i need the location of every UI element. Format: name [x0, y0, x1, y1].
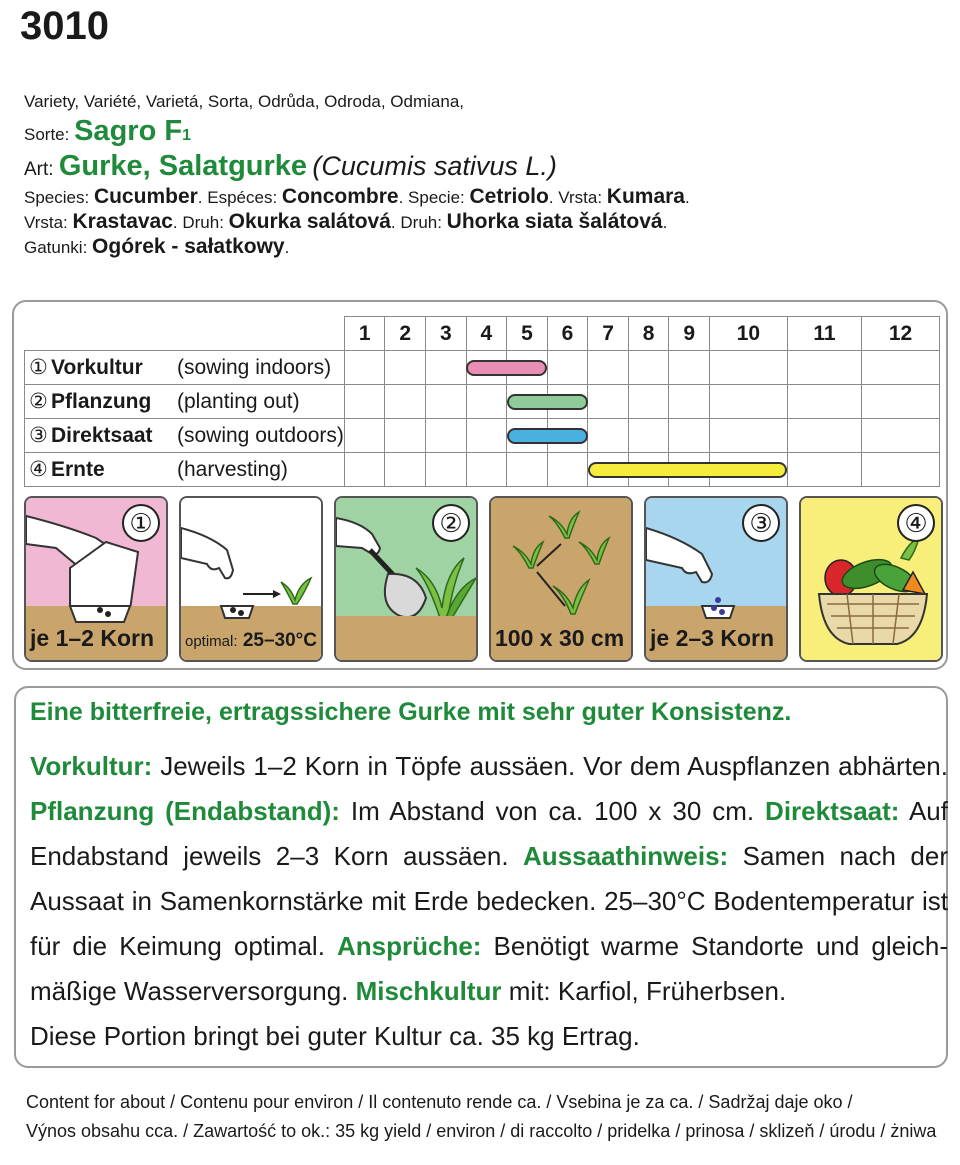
month-header: 5 — [507, 317, 548, 351]
species-language-label: Species: — [24, 187, 94, 207]
art-latin: (Cucumis sativus L.) — [312, 151, 557, 182]
sowing-calendar — [12, 300, 948, 670]
species-language-label: Druh: — [400, 213, 447, 233]
calendar-row — [25, 385, 940, 419]
sorte-label: Sorte: — [24, 125, 70, 145]
month-cell — [862, 351, 940, 385]
species-language-label: Vrsta: — [558, 187, 607, 207]
separator: . — [390, 213, 401, 233]
month-cell — [426, 385, 467, 419]
separator: . — [284, 238, 290, 258]
task-number: ① — [29, 356, 48, 379]
month-cell — [466, 453, 507, 487]
month-header: 3 — [426, 317, 467, 351]
step-number-badge: ④ — [897, 504, 935, 542]
pictogram-harvest — [799, 496, 943, 662]
step-number-badge: ③ — [742, 504, 780, 542]
species-name: Cetriolo — [469, 184, 549, 208]
species-name: Krastavac — [72, 210, 173, 234]
month-cell — [547, 385, 588, 419]
month-cell — [547, 419, 588, 453]
species-name: Kumara — [606, 184, 685, 208]
species-name: Okurka salátová — [228, 210, 391, 234]
month-cell — [628, 385, 669, 419]
species-language-label: Druh: — [182, 213, 229, 233]
pictogram-planting-out — [334, 496, 478, 662]
pictogram-caption: je 1–2 Korn — [30, 625, 154, 651]
month-cell — [426, 419, 467, 453]
variety-line: Variety, Variété, Varietá, Sorta, Odrůda, Odroda, Odmiana, — [24, 92, 465, 111]
task-note: (planting out) — [177, 390, 300, 413]
month-cell — [787, 419, 861, 453]
calendar-corner — [25, 317, 345, 351]
species-name: Uhorka siata šalátová — [446, 210, 663, 234]
month-cell — [669, 351, 710, 385]
keyword-pflanzung: Pflanzung (Endabstand): — [30, 796, 340, 826]
art-line — [24, 149, 944, 184]
pictogram-caption: 100 x 30 cm — [495, 625, 625, 651]
art-name: Gurke, Salatgurke — [58, 150, 308, 183]
footer-line-1: Content for about / Contenu pour environ / Il contenuto rende ca. / Vsebina je za ca. / Sadržaj daje oko / — [26, 1092, 853, 1112]
sorte-line — [24, 114, 944, 149]
month-cell — [862, 385, 940, 419]
month-header: 4 — [466, 317, 507, 351]
pictogram-spacing — [489, 496, 633, 662]
month-cell — [709, 453, 787, 487]
species-line — [24, 184, 944, 209]
pictogram-sowing-indoors — [24, 496, 168, 662]
species-name: Concombre — [281, 184, 399, 208]
month-cell — [547, 453, 588, 487]
task-label — [25, 453, 345, 487]
art-label: Art: — [24, 159, 54, 181]
separator: . — [548, 187, 559, 207]
species-language-label: Vrsta: — [24, 213, 73, 233]
pictogram-caption: je 2–3 Korn — [650, 625, 774, 651]
month-cell — [507, 385, 548, 419]
month-cell — [628, 351, 669, 385]
text-pflanzung: Im Abstand von ca. 100 x 30 cm. — [339, 796, 766, 826]
month-cell — [588, 419, 629, 453]
month-cell — [507, 453, 548, 487]
pictogram-row — [24, 496, 940, 664]
month-header: 8 — [628, 317, 669, 351]
task-note: (sowing indoors) — [177, 356, 332, 379]
month-cell — [507, 419, 548, 453]
text-direktsaat: Auf Endabstand jeweils 2–3 Korn aussäen. — [30, 796, 948, 871]
description-card — [14, 686, 948, 1068]
month-cell — [709, 385, 787, 419]
task-number: ③ — [29, 424, 48, 447]
content-footer — [26, 1088, 936, 1146]
keyword-direktsaat: Direktsaat: — [765, 796, 900, 826]
species-block — [24, 184, 944, 260]
task-note: (sowing outdoors) — [177, 424, 344, 447]
separator: . — [172, 213, 183, 233]
month-header: 6 — [547, 317, 588, 351]
month-cell — [466, 385, 507, 419]
sorte-name: Sagro F — [74, 115, 183, 148]
month-header: 2 — [385, 317, 426, 351]
month-header: 7 — [588, 317, 629, 351]
month-cell — [426, 351, 467, 385]
species-language-label: Espéces: — [207, 187, 282, 207]
footer-line-2: Výnos obsahu cca. / Zawartość to ok.: 35 kg yield / environ / di raccolto / pridelka / prinosa / sklizeň / úrodu / żniwa — [26, 1120, 937, 1141]
month-cell — [787, 453, 861, 487]
month-header: 12 — [862, 317, 940, 351]
separator: . — [662, 213, 668, 233]
month-cell — [862, 419, 940, 453]
month-cell — [344, 419, 385, 453]
species-line — [24, 234, 944, 259]
separator: . — [398, 187, 409, 207]
month-header: 11 — [787, 317, 861, 351]
task-number: ② — [29, 390, 48, 413]
month-cell — [547, 351, 588, 385]
cultivation-instructions — [30, 744, 948, 1059]
optimal-label: optimal: — [185, 633, 238, 650]
month-cell — [787, 351, 861, 385]
keyword-mischkultur: Mischkultur — [355, 976, 502, 1006]
sorte-sub: 1 — [182, 127, 191, 145]
separator: . — [197, 187, 208, 207]
task-label — [25, 351, 345, 385]
pictogram-caption — [185, 630, 317, 652]
calendar-table — [24, 316, 940, 487]
species-language-label: Gatunki: — [24, 238, 93, 258]
month-cell — [588, 453, 629, 487]
task-name: Ernte — [51, 458, 105, 481]
month-cell — [787, 385, 861, 419]
keyword-vorkultur: Vorkultur: — [30, 751, 153, 781]
task-label — [25, 385, 345, 419]
calendar-row — [25, 351, 940, 385]
task-number: ④ — [29, 458, 48, 481]
pictogram-sowing-outdoors — [644, 496, 788, 662]
text-ansprueche: Benötigt warme Standorte und gleich-mäßige Wasserversorgung. — [30, 931, 948, 1006]
month-header: 10 — [709, 317, 787, 351]
step-number-badge: ① — [122, 504, 160, 542]
month-cell — [862, 453, 940, 487]
calendar-row — [25, 419, 940, 453]
task-name: Vorkultur — [51, 356, 143, 379]
month-header: 1 — [344, 317, 385, 351]
variety-header — [24, 92, 944, 260]
task-label — [25, 419, 345, 453]
text-aussaathinweis: Samen nach der Aussaat in Samenkornstärke mit Erde bedecken. 25–30°C Bodentemperatur ist für die Keimung optimal. — [30, 841, 948, 961]
separator: . — [684, 187, 690, 207]
task-note: (harvesting) — [177, 458, 288, 481]
month-cell — [344, 385, 385, 419]
month-cell — [466, 351, 507, 385]
species-name: Cucumber — [93, 184, 198, 208]
yield-sentence: Diese Portion bringt bei guter Kultur ca. 35 kg Ertrag. — [30, 1021, 640, 1051]
month-cell — [709, 419, 787, 453]
month-cell — [588, 385, 629, 419]
month-cell — [385, 385, 426, 419]
month-cell — [507, 351, 548, 385]
month-cell — [669, 453, 710, 487]
task-name: Direktsaat — [51, 424, 153, 447]
pictogram-germination — [179, 496, 323, 662]
month-cell — [344, 453, 385, 487]
step-number-badge: ② — [432, 504, 470, 542]
temperature-value: 25–30°C — [242, 630, 317, 651]
month-cell — [588, 351, 629, 385]
calendar-row — [25, 453, 940, 487]
month-cell — [426, 453, 467, 487]
month-cell — [628, 453, 669, 487]
month-header: 9 — [669, 317, 710, 351]
tagline: Eine bitterfreie, ertragssichere Gurke mit sehr guter Konsistenz. — [30, 698, 792, 726]
month-cell — [669, 385, 710, 419]
month-cell — [385, 351, 426, 385]
instructions-paragraph — [30, 744, 948, 1014]
keyword-ansprueche: Ansprüche: — [337, 931, 482, 961]
species-name: Ogórek - sałatkowy — [92, 235, 285, 259]
month-cell — [385, 419, 426, 453]
text-mischkultur: mit: Karfiol, Früherbsen. — [501, 976, 787, 1006]
calendar-header-row — [25, 317, 940, 351]
text-vorkultur: Jeweils 1–2 Korn in Töpfe aussäen. Vor dem Auspflanzen abhärten. — [152, 751, 948, 781]
month-cell — [344, 351, 385, 385]
species-line — [24, 209, 944, 234]
species-language-label: Specie: — [408, 187, 470, 207]
keyword-aussaathinweis: Aussaathinweis: — [523, 841, 729, 871]
month-cell — [709, 351, 787, 385]
month-cell — [669, 419, 710, 453]
month-cell — [466, 419, 507, 453]
task-name: Pflanzung — [51, 390, 152, 413]
month-cell — [628, 419, 669, 453]
product-code: 3010 — [20, 4, 109, 48]
month-cell — [385, 453, 426, 487]
